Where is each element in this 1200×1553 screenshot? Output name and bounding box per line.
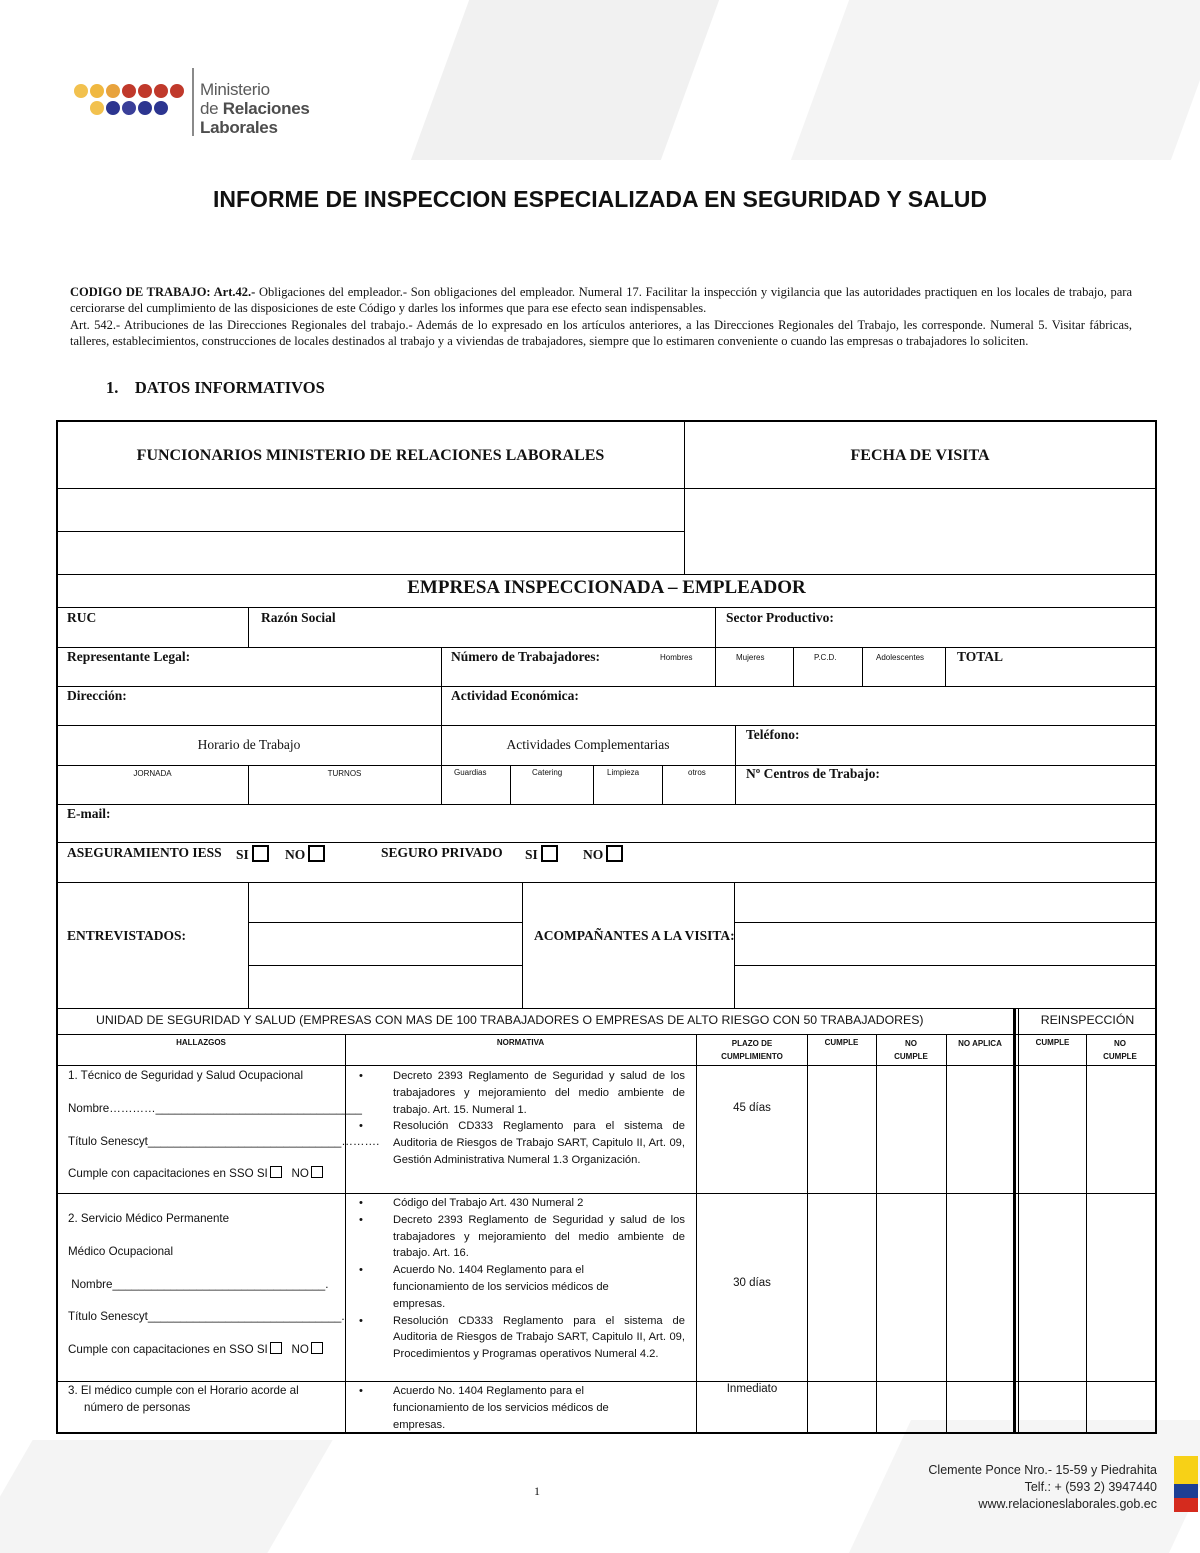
tecnico-sso-si-checkbox[interactable] xyxy=(270,1166,282,1178)
legal-text: CODIGO DE TRABAJO: Art.42.- Obligaciones del empleador.- Son obligaciones del empleador. Numeral 17. Facilitar la inspección y vigilancia que las autoridades practiquen en los locales de trabajo, para cerciorarse del cumplimiento de las disposiciones de este Código y darles los informes que para ese efecto sean indispensables. Art. 542.- Atribuciones de las Direcciones Regionales del trabajo.- Además de lo expresado en los artículos anteriores, a las Direcciones Regionales del Trabajo, les corresponde. Numeral 5. Visitar fábricas, talleres, establecimientos, construcciones de locales destinados al trabajo y a viviendas de trabajadores, siempre que lo estimaren conveniente o cuando las empresas o trabajadores lo soliciten. xyxy=(70,285,1132,349)
cumple-col: CUMPLE xyxy=(824,1038,859,1047)
hombres-label: Hombres xyxy=(660,653,693,662)
background-shape xyxy=(791,0,1200,160)
hallazgo-2: 2. Servicio Médico Permanente Médico Ocupacional Nombre_________________________________. Título Senescyt______________________________. Cumple con capacitaciones en SSO SI NO xyxy=(68,1212,345,1357)
unidad-heading: UNIDAD DE SEGURIDAD Y SALUD (EMPRESAS CON MAS DE 100 TRABAJADORES O EMPRESAS DE ALTO RIESGO CON 50 TRABAJADORES) xyxy=(96,1013,924,1027)
normativa-col: NORMATIVA xyxy=(496,1038,545,1047)
no-aplica-col: NO APLICA xyxy=(958,1039,1002,1048)
page-number: 1 xyxy=(534,1484,540,1498)
actividades-comp-label: Actividades Complementarias xyxy=(506,737,670,752)
pcd-label: P.C.D. xyxy=(814,653,837,662)
ruc-label: RUC xyxy=(67,610,97,625)
page-title: INFORME DE INSPECCION ESPECIALIZADA EN SEGURIDAD Y SALUD xyxy=(213,186,987,212)
footer-address: Clemente Ponce Nro.- 15-59 y Piedrahita Telf.: + (593 2) 3947440 www.relacioneslaborales.gob.ec xyxy=(928,1463,1157,1511)
acompanantes-label: ACOMPAÑANTES A LA VISITA: xyxy=(534,928,735,943)
background-shape xyxy=(0,1440,333,1553)
razon-social-label: Razón Social xyxy=(261,610,336,625)
funcionario-field-1[interactable] xyxy=(58,490,682,530)
privado-si-checkbox[interactable] xyxy=(541,845,558,862)
centros-label: Nº Centros de Trabajo: xyxy=(746,766,880,781)
entrevistados-label: ENTREVISTADOS: xyxy=(67,928,187,943)
normativa-2: • Código del Trabajo Art. 430 Numeral 2 • Decreto 2393 Reglamento de Seguridad y salud de los trabajadores y mejoramiento del medio ambiente de trabajo. Art. 16. • Acuerdo No. 1404 Reglamento para el funcionamiento de los servicios médicos de empresas. • Resolución CD333 Reglamento para el sistema de Auditoria de Riesgos de Trabajo SART, Capitulo II, Art. 09, Procedimientos y Programas operativos Numeral 4.2. xyxy=(349,1195,685,1363)
sector-label: Sector Productivo: xyxy=(726,610,834,625)
adolescentes-label: Adolescentes xyxy=(876,653,925,662)
medico-sso-no-checkbox[interactable] xyxy=(311,1342,323,1354)
seguro-privado-label: SEGURO PRIVADO xyxy=(381,845,503,860)
funcionarios-header: FUNCIONARIOS MINISTERIO DE RELACIONES LABORALES xyxy=(136,447,605,464)
representante-label: Representante Legal: xyxy=(67,649,191,664)
catering-label: Catering xyxy=(532,768,563,777)
logo-dots xyxy=(74,84,186,120)
ecuador-flag-icon xyxy=(1174,1456,1198,1512)
normativa-1: • Decreto 2393 Reglamento de Seguridad y salud de los trabajadores y mejoramiento del medio ambiente de trabajo. Art. 15. Numeral 1. • Resolución CD333 Reglamento para el sistema de Auditoria de Riesgos de Trabajo SART, Capitulo II, Art. 09, Gestión Administrativa Numeral 1.3 Organización. xyxy=(349,1068,685,1169)
logo-text: Ministerio de Relaciones Laborales xyxy=(200,80,310,137)
limpieza-label: Limpieza xyxy=(607,768,640,777)
horario-label: Horario de Trabajo xyxy=(197,737,301,752)
direccion-label: Dirección: xyxy=(67,688,127,703)
medico-sso-si-checkbox[interactable] xyxy=(270,1342,282,1354)
section-heading: 1. DATOS INFORMATIVOS xyxy=(106,378,325,397)
reinsp-no-cumple-col: NO CUMPLE xyxy=(1103,1039,1137,1061)
hallazgo-1: 1. Técnico de Seguridad y Salud Ocupacional Nombre…………________________________________ Título Senescyt______________________________………. Cumple con capacitaciones en SSO SI NO xyxy=(68,1069,380,1181)
hallazgos-col: HALLAZGOS xyxy=(176,1038,226,1047)
reinspeccion-heading: REINSPECCIÓN xyxy=(1040,1013,1135,1027)
no-cumple-col: NO CUMPLE xyxy=(894,1039,928,1061)
total-label: TOTAL xyxy=(957,649,1004,664)
iess-label: ASEGURAMIENTO IESS xyxy=(67,845,222,860)
mujeres-label: Mujeres xyxy=(736,653,765,662)
background-shape xyxy=(411,0,719,160)
empresa-heading: EMPRESA INSPECCIONADA – EMPLEADOR xyxy=(407,577,806,598)
guardias-label: Guardias xyxy=(454,768,487,777)
email-label: E-mail: xyxy=(67,806,111,821)
jornada-label: JORNADA xyxy=(133,769,172,778)
actividad-label: Actividad Económica: xyxy=(451,688,579,703)
plazo-3: Inmediato xyxy=(726,1383,778,1395)
ministry-logo xyxy=(74,66,324,138)
fecha-visita-field[interactable] xyxy=(686,490,1154,573)
turnos-label: TURNOS xyxy=(327,769,362,778)
funcionario-field-2[interactable] xyxy=(58,533,682,573)
hallazgo-3: 3. El médico cumple con el Horario acorde al número de personas xyxy=(68,1384,299,1414)
plazo-col: PLAZO DE CUMPLIMIENTO xyxy=(721,1039,783,1061)
telefono-label: Teléfono: xyxy=(746,727,800,742)
num-trabajadores-label: Número de Trabajadores: xyxy=(451,649,600,664)
privado-no-checkbox[interactable] xyxy=(606,845,623,862)
tecnico-sso-no-checkbox[interactable] xyxy=(311,1166,323,1178)
reinsp-cumple-col: CUMPLE xyxy=(1035,1038,1070,1047)
plazo-1: 45 días xyxy=(733,1102,771,1114)
iess-si-checkbox[interactable] xyxy=(252,845,269,862)
plazo-2: 30 días xyxy=(733,1277,771,1289)
normativa-3: • Acuerdo No. 1404 Reglamento para el funcionamiento de los servicios médicos de empresas. xyxy=(349,1383,685,1433)
iess-no-checkbox[interactable] xyxy=(308,845,325,862)
otros-label: otros xyxy=(688,768,706,777)
fecha-visita-header: FECHA DE VISITA xyxy=(850,447,990,464)
